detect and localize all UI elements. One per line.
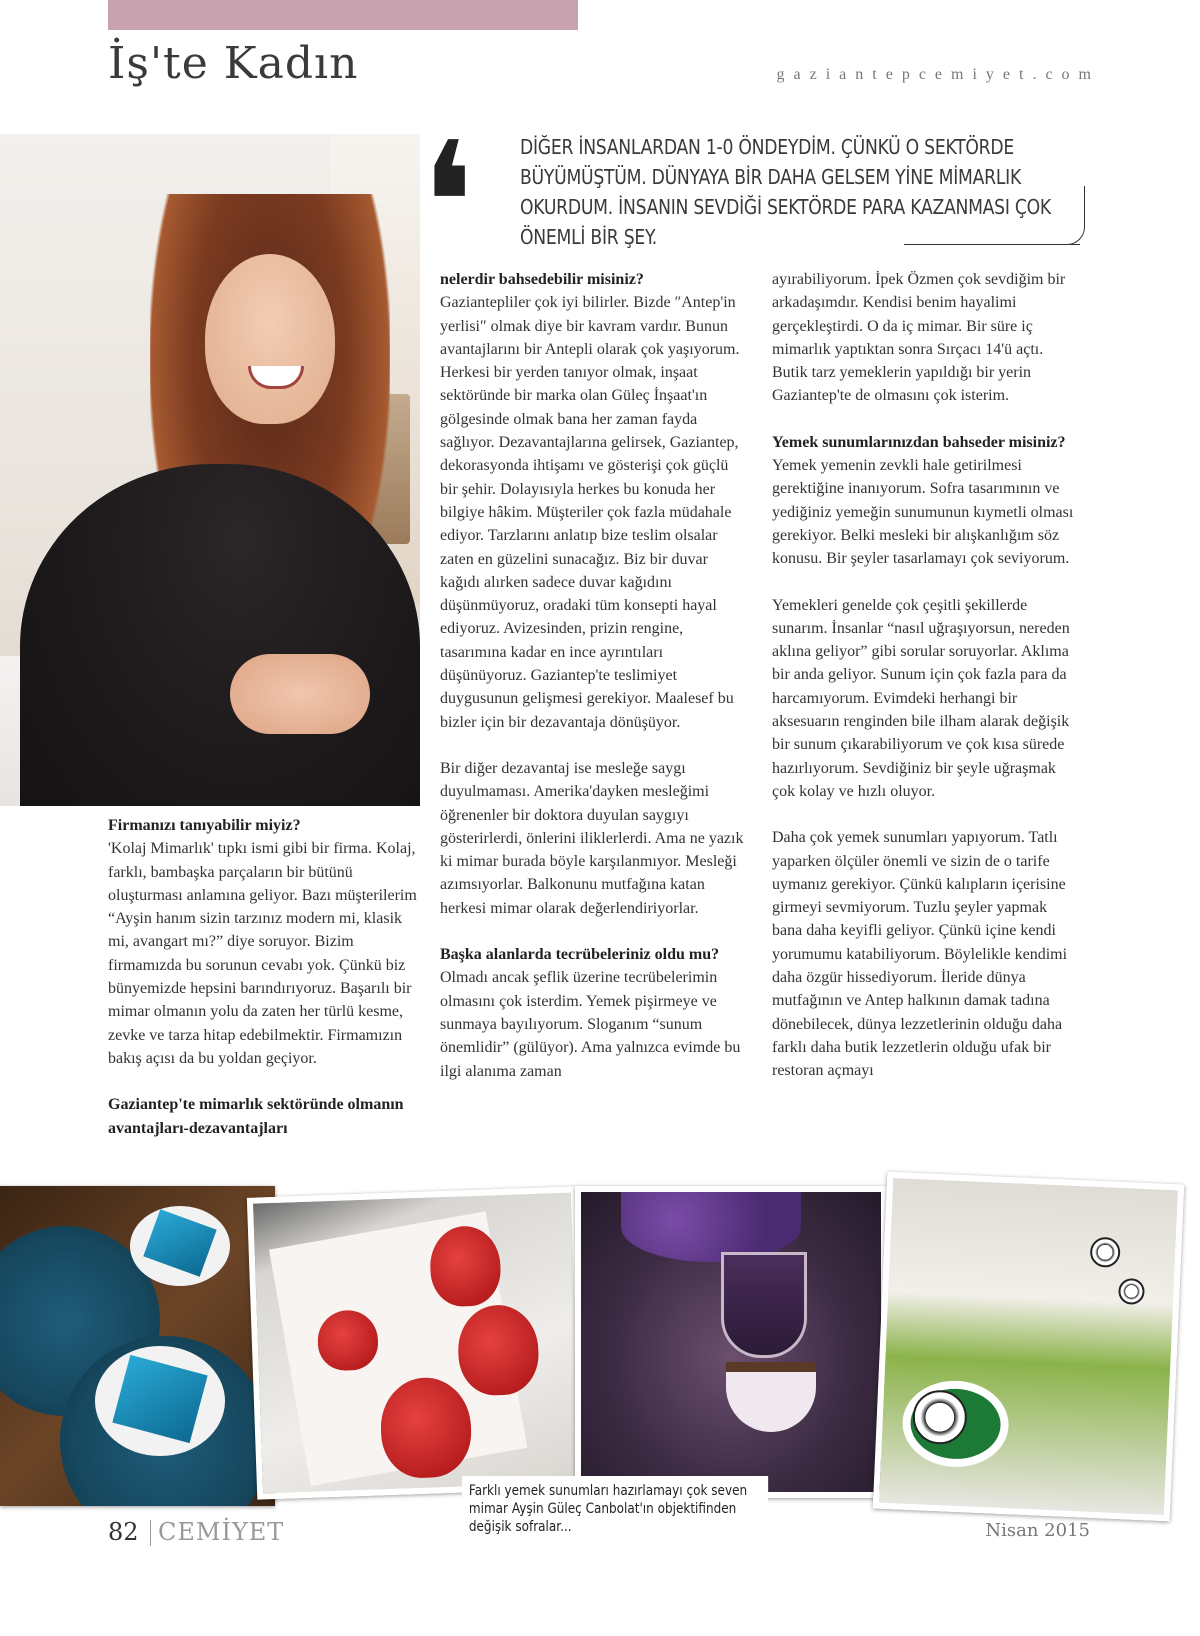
paragraph-gap — [440, 734, 746, 757]
quote-mark-icon: ❛ — [420, 106, 475, 304]
football-icon — [1118, 1278, 1145, 1305]
issue-date: Nisan 2015 — [985, 1520, 1090, 1541]
photo-football-themed-table — [873, 1172, 1184, 1522]
page-number: 82 — [108, 1518, 139, 1546]
paragraph-gap — [772, 408, 1080, 431]
paragraph-gap — [108, 1070, 418, 1093]
goblet — [721, 1252, 807, 1358]
portrait-clasped-hands — [230, 654, 370, 734]
pull-quote-rule — [904, 244, 1080, 245]
coffee-cup — [726, 1362, 816, 1432]
header-accent-bar — [108, 0, 578, 30]
article-paragraph: ayırabiliyorum. İpek Özmen çok sevdiğim bir arkadaşımdır. Kendisi benim hayalimi gerçekleştirdi. O da iç mimar. Bir süre iç mimarlık yaptıktan sonra Sırçacı 14'ü açtı. Butik tarz yemeklerin yapıldığı bir yerin Gaziantep'te de olmasını çok isterim. — [772, 271, 1066, 405]
article-paragraph: Olmadı ancak şeflik üzerine tecrübelerimin olmasını çok isterdim. Yemek pişirmeye ve sunmaya bayılıyorum. Sloganım “sunum önemlidir” (gülüyor). Ama yalnızca evimde bu ilgi alanıma zaman — [440, 969, 741, 1080]
football-icon — [1090, 1237, 1121, 1268]
article-question: Yemek sunumlarınızdan bahseder misiniz? — [772, 433, 1066, 451]
pull-quote-curve — [1060, 186, 1085, 245]
article-paragraph: Gaziantepliler çok iyi bilirler. Bizde ″Antep'in yerlisi″ olmak diye bir kavram vardır. Bunun avantajlarını bir Antepli olarak çok yaşıyorum. Herkesi bir yerden tanıyor olmak, inşaat sektöründe bir marka olan Güleç İnşaat'ın gölgesinde olmak bana her zaman fayda sağlıyor. Dezavantajlarına gelirsek, Gaziantep, dekorasyonda ihtişamı ve gösterişi çok güçlü bir şehir. Dolayısıyla herkes bu konuda her bilgiye hâkim. Müşteriler çok fazla müdahale ediyor. Tarzlarını anlatıp bize teslim olsalar zaten en güzelini sunacağız. Biz bir duvar kağıdı alırken sadece duvar kağıdını düşünmüyoruz, oradaki tüm konsepti hayal ediyoruz. Avizesinden, prizin rengine, tasarımına kadar en ince ayrıntıları düşünüyoruz. Gaziantep'te teslimiyet duygusunun gelişmesi gerekiyor. Maalesef bu bizler için bir dezavantaja dönüşüyor. — [440, 294, 740, 731]
strawberry-plate — [429, 1225, 502, 1307]
strawberry-plate — [317, 1309, 379, 1371]
article-column-middle — [440, 268, 746, 1083]
portrait-photo — [0, 134, 420, 806]
portrait-black-sweater — [20, 464, 420, 806]
article-column-left — [108, 814, 418, 1140]
article-question: nelerdir bahsedebilir misiniz? — [440, 271, 644, 288]
article-paragraph: Yemekleri genelde çok çeşitli şekillerde sunarım. İnsanlar “nasıl uğraşıyorsun, nereden aklına geliyor” gibi sorular soruyorlar. Aklıma bir anda geliyor. Sunum için çok fazla para da harcamıyorum. Evimdeki herhangi bir aksesuarın renginden bile ilham alarak değişik bir sunum çıkarabiliyorum ve çok kısa sürede hazırlıyorum. Sevdiğiniz bir şeyle uğraşmak çok kolay ve hızlı oluyor. — [772, 596, 1070, 800]
photo-purple-coffee-setting — [575, 1186, 887, 1498]
portrait-face — [205, 254, 335, 424]
strawberry-plate — [457, 1304, 540, 1397]
article-column-right — [772, 268, 1080, 1083]
site-url: gaziantepcemiyet.com — [776, 66, 1100, 83]
pull-quote: DİĞER İNSANLARDAN 1-0 ÖNDEYDİM. ÇÜNKÜ O SEKTÖRDE BÜYÜMÜŞTÜM. DÜNYAYA BİR DAHA GELSEM YİNE MİMARLIK OKURDUM. İNSANIN SEVDİĞİ SEKTÖRDE PARA KAZANMASI ÇOK ÖNEMLİ BİR ŞEY. — [520, 135, 1051, 249]
article-paragraph: Bir diğer dezavantaj ise mesleğe saygı duyulmaması. Amerika'dayken mesleğimi öğrenenler bir doktora duyulan saygıyı gösterirlerdi, önlerini iliklerlerdi. Ama ne yazık ki mimar burada böyle karşılanmıyor. Mesleği azımsıyorlar. Balkonunu mutfağına katan herkesi mimar olarak değerlendiriyorlar. — [440, 759, 744, 917]
article-question: Firmanızı tanıyabilir miyiz? — [108, 817, 301, 834]
photo-blue-table-setting — [0, 1186, 275, 1506]
article-question: Gaziantep'te mimarlık sektöründe olmanın avantajları-dezavantajları — [108, 1096, 404, 1137]
photo-strawberry-table — [247, 1186, 587, 1499]
section-title: İş'te Kadın — [108, 38, 359, 89]
article-paragraph: Daha çok yemek sunumları yapıyorum. Tatlı yaparken ölçüler önemli ve sizin de o tarife uymanız gerekiyor. Çünkü kalıpların içerisine girmeyi sevmiyorum. Tuzlu şeyler yapmak bana daha keyifli geliyor. Çünkü içine kendi yorumumu katabiliyorum. Böylelikle kendimi daha özgür hissediyorum. İleride dünya mutfağının ve Antep halkının damak tadına dönebilecek, dünya lezzetlerinin olduğu daha farklı daha butik lezzetlerin olduğu ufak bir restoran açmayı — [772, 829, 1068, 1080]
article-paragraph: Yemek yemenin zevkli hale getirilmesi gerektiğine inanıyorum. Sofra tasarımının ve yediğiniz yemeğin sunumunun kıymetli olması gerekiyor. Belki mesleki bir alışkanlığım söz konusu. Bir şeyler tasarlamayı çok seviyorum. — [772, 457, 1074, 568]
article-paragraph: 'Kolaj Mimarlık' tıpkı ismi gibi bir firma. Kolaj, farklı, bambaşka parçaların bir bütünü oluşturması anlamına geliyor. Bazı müşterilerim “Ayşin hanım sizin tarzınız modern mi, klasik mi, avangart mı?” diye soruyor. Bizim firmamızda bu sorunun cevabı yok. Çünkü biz bünyemizde hepsini barındırıyoruz. Başarılı bir mimar olmanın yolu da zaten her türlü kesme, zevke ve tarza hitap edebilmektir. Firmamızın bakış açısı da bu yoldan geçiyor. — [108, 840, 417, 1067]
footer-divider — [150, 1520, 151, 1546]
magazine-name: CEMİYET — [158, 1518, 285, 1546]
paragraph-gap — [440, 920, 746, 943]
photo-caption: Farklı yemek sunumları hazırlamayı çok seven mimar Ayşin Güleç Canbolat'ın objektifinden değişik sofralar... — [462, 1476, 768, 1542]
paragraph-gap — [772, 803, 1080, 826]
paragraph-gap — [772, 571, 1080, 594]
article-question: Başka alanlarda tecrübeleriniz oldu mu? — [440, 946, 720, 964]
